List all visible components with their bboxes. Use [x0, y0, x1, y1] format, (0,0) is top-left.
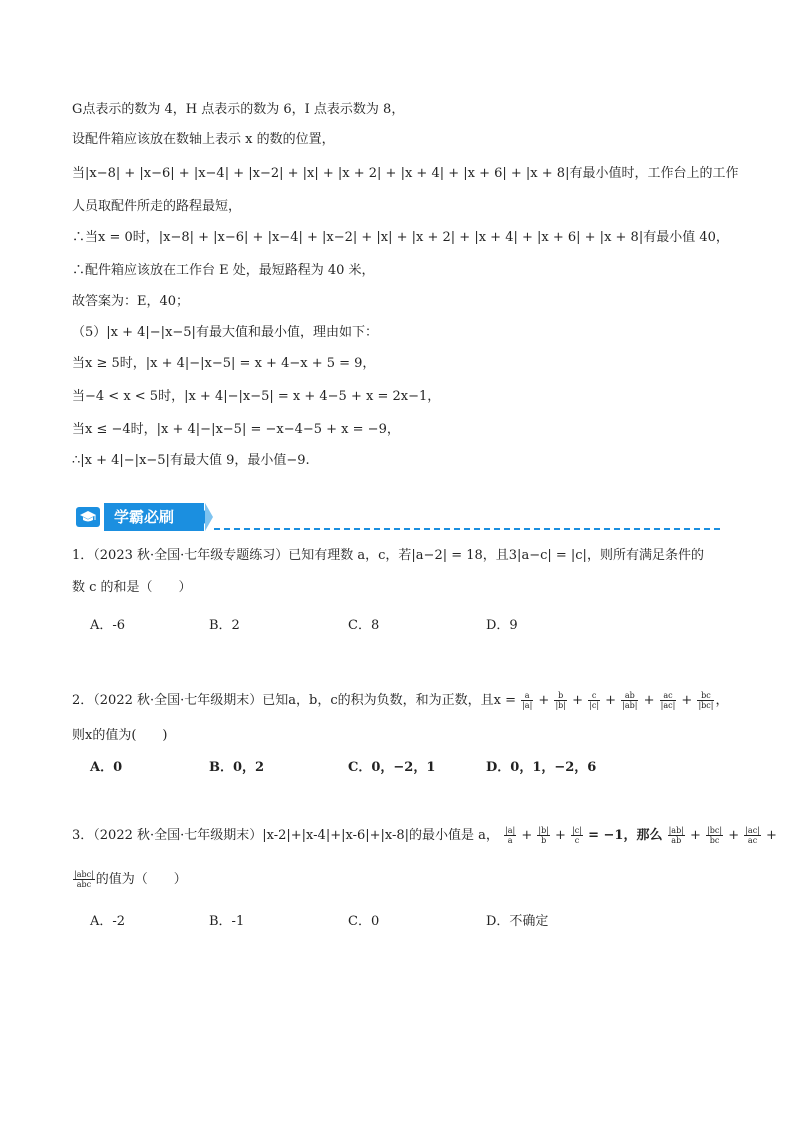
fraction [504, 826, 516, 845]
fraction-denominator: ac [747, 836, 758, 845]
solution-line: 当−4 < x < 5时，|x + 4|−|x−5| = x + 4−5 + x = 2x−1， [72, 389, 441, 404]
fraction-numerator: |bc| [707, 826, 723, 835]
fraction-numerator: c [588, 691, 600, 701]
q3-stem: 3．（2022 秋·全国·七年级期末）|x-2|+|x-4|+|x-6|+|x-8|的最小值是 a， [72, 828, 499, 843]
fraction [554, 691, 567, 710]
fraction-numerator: |ab| [668, 826, 684, 835]
solution-line: G点表示的数为 4，H 点表示的数为 6，I 点表示数为 8， [72, 102, 405, 117]
fraction-numerator: bc [697, 691, 714, 701]
question-1-text: 数 c 的和是（ ） [72, 580, 192, 595]
solution-line: 当x ≥ 5时，|x + 4|−|x−5| = x + 4−x + 5 = 9， [72, 356, 376, 371]
fraction-denominator: a [507, 836, 513, 845]
solution-line: 人员取配件所走的路程最短， [72, 199, 242, 214]
fraction-numerator: a [521, 691, 533, 701]
section-divider [214, 528, 720, 530]
question-3-text: 3．（2022 秋·全国·七年级期末）|x-2|+|x-4|+|x-6|+|x-8|的最小值是 a， $\frac{|a|}{a}$ + $\frac{|b|}{b}$ + $\frac{|c|}{c}$ = −1，那么 $\frac{|ab|}{ab}$ + $\frac{|bc|}{bc}$ + $\frac{|ac|}{ac}$ + [72, 826, 777, 845]
fraction [73, 870, 95, 889]
section-header [72, 503, 720, 531]
fraction-denominator: |c| [589, 701, 600, 710]
fraction-denominator: |ab| [622, 701, 638, 710]
fraction-numerator: |ac| [745, 826, 760, 835]
q1-option-a: A．-6 [90, 618, 126, 633]
q2-option-b: B．0，2 [209, 760, 265, 775]
fraction-denominator: ab [671, 836, 682, 845]
fraction-denominator: bc [709, 836, 720, 845]
fraction-denominator: c [574, 836, 580, 845]
fraction-numerator: ac [660, 691, 677, 701]
fraction [697, 691, 714, 710]
fraction-denominator: |ac| [660, 701, 676, 710]
section-title: 学霸必刷 [104, 503, 204, 531]
solution-line: （5）|x + 4|−|x−5|有最大值和最小值，理由如下： [72, 325, 378, 340]
fraction [537, 826, 550, 845]
q1-option-c: C．8 [348, 618, 380, 633]
chevron-right-icon [205, 503, 213, 531]
q3-option-b: B．-1 [209, 914, 245, 929]
section-badge [72, 503, 208, 531]
fraction-numerator: |b| [538, 826, 549, 835]
fraction [621, 691, 638, 710]
fraction-denominator: |a| [522, 701, 533, 710]
fraction [668, 826, 685, 845]
fraction [571, 826, 583, 845]
fraction [660, 691, 677, 710]
q1-option-d: D．9 [486, 618, 518, 633]
q3-option-c: C．0 [348, 914, 380, 929]
solution-line: 故答案为：E，40； [72, 294, 190, 309]
fraction-denominator: b [541, 836, 547, 845]
solution-line: 当x ≤ −4时，|x + 4|−|x−5| = −x−4−5 + x = −9， [72, 422, 400, 437]
fraction-numerator: |abc| [74, 870, 94, 879]
fraction [521, 691, 533, 710]
question-1-text: 1．（2023 秋·全国·七年级专题练习）已知有理数 a，c，若|a−2| = 18，且3|a−c| = |c|，则所有满足条件的 [72, 548, 704, 563]
q1-option-b: B．2 [209, 618, 240, 633]
fraction-numerator: b [554, 691, 567, 701]
fraction [706, 826, 723, 845]
fraction-denominator: abc [76, 880, 92, 889]
solution-line: 当|x−8| + |x−6| + |x−4| + |x−2| + |x| + |x + 2| + |x + 4| + |x + 6| + |x + 8|有最小值时，工作台上的工作 [72, 166, 739, 181]
q3-option-d: D．不确定 [486, 914, 549, 929]
fraction [588, 691, 600, 710]
question-3-text [72, 870, 187, 889]
question-2-text: 2．（2022 秋·全国·七年级期末）已知a，b，c的积为负数，和为正数，且x = $\frac{a}{|a|}$ + $\frac{b}{|b|}$ + $\frac{c}{|c|}$ + $\frac{ab}{|ab|}$ + $\frac{ac}{|ac|}$ + $\frac{bc}{|bc|}$ ， [72, 691, 729, 710]
q2-stem: 2．（2022 秋·全国·七年级期末）已知a，b，c的积为负数，和为正数，且x = [72, 693, 516, 708]
fraction-numerator: ab [621, 691, 638, 701]
q3-option-a: A．-2 [90, 914, 126, 929]
fraction-denominator: |bc| [698, 701, 714, 710]
fraction-denominator: |b| [555, 701, 566, 710]
q2-option-c: C．0，−2，1 [348, 760, 436, 775]
fraction-numerator: |a| [505, 826, 516, 835]
q3-mid-text: = −1，那么 [588, 828, 663, 843]
fraction-numerator: |c| [572, 826, 582, 835]
q2-option-a: A．0 [90, 760, 123, 775]
mortarboard-icon [76, 507, 100, 527]
q3-tail: 的值为（ ） [95, 872, 187, 887]
solution-line: ∴当x = 0时，|x−8| + |x−6| + |x−4| + |x−2| + |x| + |x + 2| + |x + 4| + |x + 6| + |x + 8|有最小值 40， [72, 230, 729, 245]
solution-line: 设配件箱应该放在数轴上表示 x 的数的位置， [72, 132, 335, 147]
solution-line: ∴|x + 4|−|x−5|有最大值 9，最小值−9. [72, 453, 310, 468]
fraction [744, 826, 761, 845]
q2-option-d: D．0，1，−2，6 [486, 760, 597, 775]
question-2-text: 则x的值为( ) [72, 728, 168, 743]
solution-line: ∴配件箱应该放在工作台 E 处，最短路程为 40 米， [72, 263, 375, 278]
